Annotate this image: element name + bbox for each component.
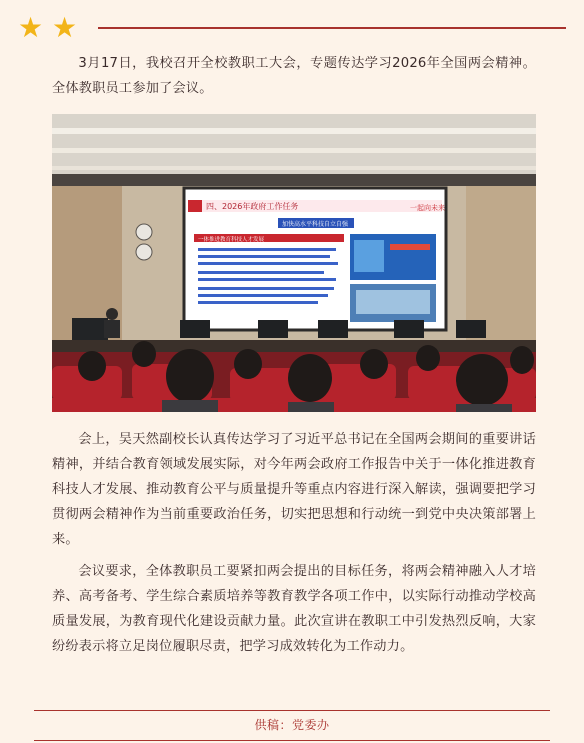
- slide-box-title: 一体推进教育科技人才发展: [198, 237, 265, 243]
- star-icon: ★: [52, 11, 78, 44]
- header-divider: [98, 27, 566, 29]
- slide-title: 四、2026年政府工作任务: [206, 202, 299, 211]
- paragraph-requirements: 会议要求，全体教职员工要紧扣两会提出的目标任务，将两会精神融入人才培养、高考备考、学生综合素质培养等教育教学各项工作中，以实际行动推动学校高质量发展，为教育现代化建设贡献力量。此次宣讲在教职工中引发热烈反响，大家纷纷表示将立足岗位履职尽责，把学习成效转化为工作动力。: [52, 564, 536, 654]
- slide-logo: 一起向未来: [410, 204, 445, 212]
- paragraph-speech: 会上，吴天然副校长认真传达学习了习近平总书记在全国两会期间的重要讲话精神，并结合教育领域发展实际，对今年两会政府工作报告中关于一体化推进教育科技人才发展、推动教育公平与质量提升等重点内容进行深入解读，强调要把学习贯彻两会精神作为当前重要政治任务，切实把思想和行动统一到党中央决策部署上来。: [52, 432, 536, 547]
- slide-subtitle: 加快高水平科技自立自强: [282, 221, 349, 228]
- footer-divider-bottom: [34, 740, 550, 741]
- decorative-header: [18, 11, 566, 44]
- star-icon: ★: [18, 11, 44, 44]
- meeting-photo: [52, 114, 536, 412]
- source-credit: 供稿：党委办: [254, 718, 330, 732]
- footer-divider-top: [34, 710, 550, 711]
- paragraph-intro: 3月17日，我校召开全校教职工大会，专题传达学习2026年全国两会精神。全体教职员工参加了会议。: [52, 56, 536, 96]
